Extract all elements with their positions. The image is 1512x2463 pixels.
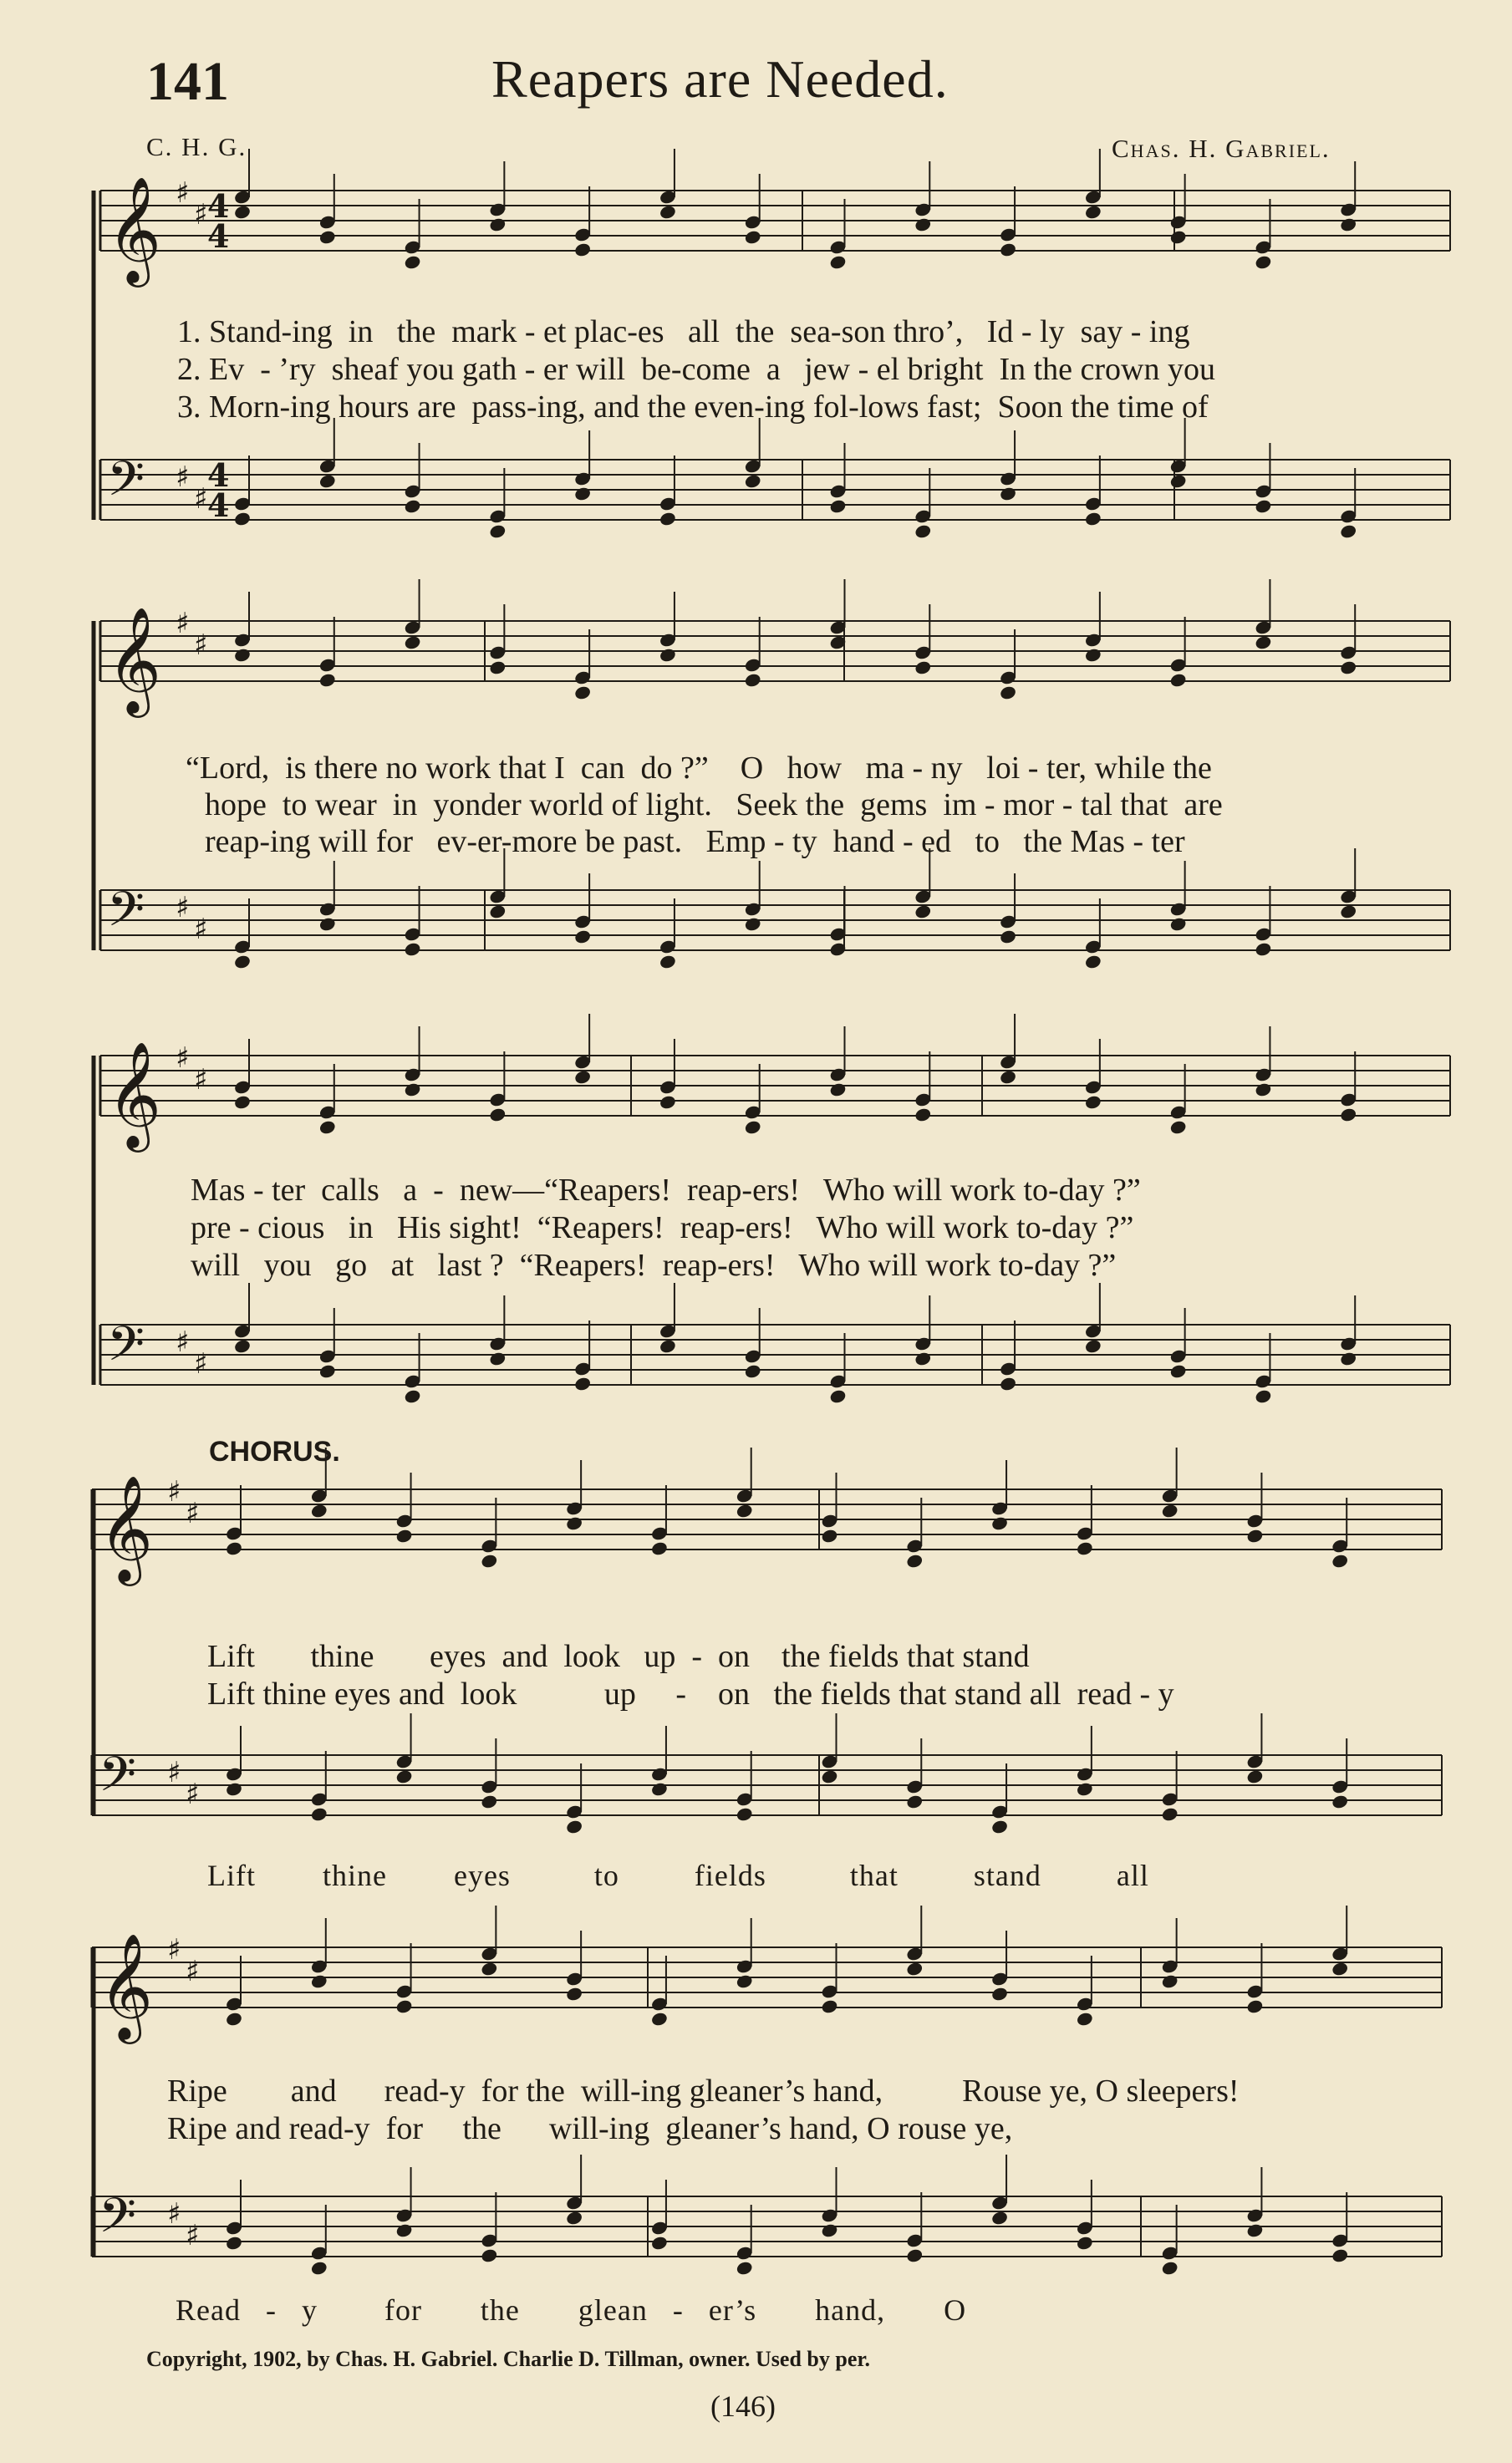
note-head bbox=[310, 1806, 328, 1822]
note-head bbox=[404, 1388, 422, 1404]
note-head bbox=[573, 486, 592, 501]
note-head bbox=[821, 2222, 839, 2238]
note-head bbox=[1255, 1081, 1273, 1097]
verse-3-line-1: 3. Morn-ing hours are pass-ing, and the even-ing fol-lows fast; Soon the time of bbox=[177, 389, 1209, 425]
note-head bbox=[404, 1081, 422, 1097]
note-head bbox=[233, 647, 252, 663]
note-head bbox=[318, 1119, 337, 1135]
bass-clef-icon: 𝄢 bbox=[99, 2187, 137, 2256]
note-head bbox=[659, 511, 677, 527]
note-head bbox=[905, 1794, 924, 1809]
note-head bbox=[481, 1961, 499, 1977]
note-head bbox=[659, 204, 677, 220]
note-head bbox=[829, 1388, 848, 1404]
note-head bbox=[659, 647, 677, 663]
note-head bbox=[1084, 1338, 1102, 1354]
note-head bbox=[573, 929, 592, 944]
note-head bbox=[310, 2260, 328, 2276]
verse-1-line-2: “Lord, is there no work that I can do ?” O how ma - ny loi - ter, while the bbox=[186, 751, 1212, 786]
note-head bbox=[1339, 216, 1357, 232]
note-head bbox=[999, 684, 1017, 700]
sharp-icon: ♯ bbox=[167, 2197, 181, 2231]
treble-clef-icon: 𝄞 bbox=[107, 176, 162, 282]
note-head bbox=[914, 1107, 932, 1122]
note-head bbox=[573, 242, 592, 257]
sharp-icon: ♯ bbox=[176, 461, 190, 494]
note-head bbox=[565, 2210, 583, 2226]
note-head bbox=[395, 1528, 414, 1544]
note-head bbox=[489, 523, 507, 539]
copyright-notice: Copyright, 1902, by Chas. H. Gabriel. Charlie D. Tillman, owner. Used by per. bbox=[146, 2347, 871, 2371]
svg-text:4: 4 bbox=[207, 187, 230, 225]
note-head bbox=[318, 1363, 337, 1379]
note-head bbox=[1076, 1540, 1094, 1556]
note-head bbox=[650, 1781, 669, 1797]
note-head bbox=[999, 929, 1017, 944]
note-head bbox=[659, 1094, 677, 1110]
note-head bbox=[318, 672, 337, 688]
note-head bbox=[914, 523, 932, 539]
note-head bbox=[659, 1338, 677, 1354]
hymn-number: 141 bbox=[146, 51, 229, 112]
sharp-icon: ♯ bbox=[176, 176, 190, 210]
sharp-icon: ♯ bbox=[194, 198, 208, 232]
sharp-icon: ♯ bbox=[176, 1041, 190, 1075]
note-head bbox=[489, 659, 507, 675]
note-head bbox=[395, 1768, 414, 1784]
note-head bbox=[565, 1819, 583, 1835]
note-head bbox=[1246, 1768, 1265, 1784]
note-head bbox=[489, 1107, 507, 1122]
note-head bbox=[1169, 1363, 1188, 1379]
note-head bbox=[1339, 1107, 1357, 1122]
treble-clef-icon: 𝄞 bbox=[107, 606, 162, 713]
chorus-bass-line-2: Read - y for the glean - er’s hand, O bbox=[176, 2293, 967, 2327]
note-head bbox=[310, 1973, 328, 1989]
note-head bbox=[1161, 1973, 1179, 1989]
note-head bbox=[1161, 1806, 1179, 1822]
note-head bbox=[225, 2011, 243, 2027]
hymn-title: Reapers are Needed. bbox=[491, 49, 949, 109]
note-head bbox=[573, 1069, 592, 1085]
bass-clef-icon: 𝄢 bbox=[107, 450, 145, 519]
note-head bbox=[990, 1986, 1009, 2002]
note-head bbox=[1339, 523, 1357, 539]
note-head bbox=[914, 659, 932, 675]
sharp-icon: ♯ bbox=[176, 607, 190, 640]
note-head bbox=[744, 229, 762, 245]
note-head bbox=[650, 2235, 669, 2251]
note-head bbox=[489, 903, 507, 919]
svg-text:4: 4 bbox=[207, 486, 230, 524]
sharp-icon: ♯ bbox=[194, 1063, 208, 1097]
sharp-icon: ♯ bbox=[167, 1756, 181, 1789]
note-head bbox=[829, 498, 848, 514]
note-head bbox=[225, 1540, 243, 1556]
svg-text:4: 4 bbox=[207, 456, 230, 494]
note-head bbox=[1169, 473, 1188, 489]
note-head bbox=[1084, 1094, 1102, 1110]
note-head bbox=[999, 1376, 1017, 1392]
note-head bbox=[573, 1376, 592, 1392]
sharp-icon: ♯ bbox=[194, 913, 208, 946]
note-head bbox=[481, 1794, 499, 1809]
note-head bbox=[395, 1998, 414, 2014]
note-head bbox=[744, 1119, 762, 1135]
treble-clef-icon: 𝄞 bbox=[107, 1041, 162, 1148]
note-head bbox=[1246, 1998, 1265, 2014]
sharp-icon: ♯ bbox=[186, 1778, 200, 1811]
note-head bbox=[744, 916, 762, 932]
bass-clef-icon: 𝄢 bbox=[107, 1315, 145, 1384]
chorus-bass-line-1: Lift thine eyes to fields that stand all bbox=[207, 1859, 1149, 1892]
bass-clef-icon: 𝄢 bbox=[107, 881, 145, 949]
note-head bbox=[565, 1515, 583, 1531]
music-credit: Chas. H. Gabriel. bbox=[1112, 134, 1331, 163]
note-head bbox=[1084, 647, 1102, 663]
note-head bbox=[829, 254, 848, 270]
note-head bbox=[914, 903, 932, 919]
note-head bbox=[1076, 2235, 1094, 2251]
note-head bbox=[233, 1338, 252, 1354]
verse-1-line-3: Mas - ter calls a - new—“Reapers! reap-ers! Who will work to-day ?” bbox=[191, 1173, 1141, 1208]
note-head bbox=[233, 204, 252, 220]
chorus-soprano-line-3: Ripe and read-y for the will-ing gleaner’s hand, Rouse ye, O sleepers! bbox=[167, 2074, 1240, 2109]
chorus-label: CHORUS. bbox=[209, 1436, 340, 1468]
verse-3-line-3: will you go at last ? “Reapers! reap-ers! Who will work to-day ?” bbox=[191, 1248, 1117, 1283]
note-head bbox=[1339, 659, 1357, 675]
note-head bbox=[821, 1768, 839, 1784]
note-head bbox=[1331, 1553, 1349, 1569]
note-head bbox=[1339, 1351, 1357, 1366]
verse-3-line-2: reap-ing will for ev-er-more be past. Emp - ty hand - ed to the Mas - ter bbox=[205, 824, 1185, 859]
note-head bbox=[1084, 204, 1102, 220]
note-head bbox=[914, 216, 932, 232]
note-head bbox=[481, 2247, 499, 2263]
note-head bbox=[489, 1351, 507, 1366]
note-head bbox=[1076, 2011, 1094, 2027]
note-head bbox=[1255, 941, 1273, 957]
note-head bbox=[1255, 634, 1273, 650]
bass-clef-icon: 𝄢 bbox=[99, 1746, 137, 1814]
note-head bbox=[744, 473, 762, 489]
note-head bbox=[1246, 2222, 1265, 2238]
note-head bbox=[1255, 1388, 1273, 1404]
note-head bbox=[1331, 1794, 1349, 1809]
note-head bbox=[565, 1986, 583, 2002]
note-head bbox=[225, 2235, 243, 2251]
note-head bbox=[404, 498, 422, 514]
note-head bbox=[744, 1363, 762, 1379]
note-head bbox=[1076, 1781, 1094, 1797]
chorus-soprano-line-2: Lift thine eyes and look up - on the fields that stand all read - y bbox=[207, 1677, 1174, 1712]
note-head bbox=[1331, 1961, 1349, 1977]
note-head bbox=[318, 229, 337, 245]
note-head bbox=[310, 1503, 328, 1519]
note-head bbox=[233, 954, 252, 969]
treble-clef-icon: 𝄞 bbox=[99, 1932, 154, 2039]
note-head bbox=[659, 954, 677, 969]
note-head bbox=[404, 254, 422, 270]
note-head bbox=[990, 1515, 1009, 1531]
verse-2-line-3: pre - cious in His sight! “Reapers! reap-ers! Who will work to-day ?” bbox=[191, 1210, 1134, 1245]
page-number: (146) bbox=[710, 2389, 776, 2423]
note-head bbox=[821, 1528, 839, 1544]
note-head bbox=[1161, 1503, 1179, 1519]
chorus-soprano-line-4: Ripe and read-y for the will-ing gleaner’s hand, O rouse ye, bbox=[167, 2111, 1013, 2146]
note-head bbox=[404, 941, 422, 957]
note-head bbox=[990, 1819, 1009, 1835]
note-head bbox=[736, 1973, 754, 1989]
note-head bbox=[1255, 498, 1273, 514]
note-head bbox=[999, 1069, 1017, 1085]
sharp-icon: ♯ bbox=[194, 628, 208, 662]
note-head bbox=[489, 216, 507, 232]
note-head bbox=[1084, 954, 1102, 969]
note-head bbox=[1331, 2247, 1349, 2263]
sharp-icon: ♯ bbox=[167, 1475, 181, 1509]
note-head bbox=[1169, 672, 1188, 688]
note-head bbox=[225, 1781, 243, 1797]
sharp-icon: ♯ bbox=[186, 1955, 200, 1988]
note-head bbox=[1169, 229, 1188, 245]
note-head bbox=[736, 1503, 754, 1519]
note-head bbox=[233, 1094, 252, 1110]
note-head bbox=[1084, 511, 1102, 527]
note-head bbox=[1255, 254, 1273, 270]
note-head bbox=[650, 2011, 669, 2027]
note-head bbox=[650, 1540, 669, 1556]
chorus-soprano-line-1: Lift thine eyes and look up - on the fields that stand bbox=[207, 1639, 1030, 1674]
note-head bbox=[1169, 1119, 1188, 1135]
treble-clef-icon: 𝄞 bbox=[99, 1474, 154, 1581]
note-head bbox=[318, 916, 337, 932]
sharp-icon: ♯ bbox=[186, 1497, 200, 1530]
note-head bbox=[905, 1553, 924, 1569]
sharp-icon: ♯ bbox=[176, 891, 190, 924]
note-head bbox=[573, 684, 592, 700]
note-head bbox=[736, 2260, 754, 2276]
note-head bbox=[905, 2247, 924, 2263]
note-head bbox=[990, 2210, 1009, 2226]
verse-1-line-1: 1. Stand-ing in the mark - et plac-es all the sea-son thro’, Id - ly say - ing bbox=[177, 314, 1190, 349]
note-head bbox=[999, 486, 1017, 501]
note-head bbox=[318, 473, 337, 489]
note-head bbox=[481, 1553, 499, 1569]
verse-2-line-2: hope to wear in yonder world of light. Seek the gems im - mor - tal that are bbox=[205, 787, 1223, 822]
note-head bbox=[395, 2222, 414, 2238]
sharp-icon: ♯ bbox=[176, 1326, 190, 1359]
verse-2-line-1: 2. Ev - ’ry sheaf you gath - er will be-come a jew - el bright In the crown you bbox=[177, 352, 1215, 387]
note-head bbox=[233, 511, 252, 527]
note-head bbox=[1161, 2260, 1179, 2276]
note-head bbox=[914, 1351, 932, 1366]
note-head bbox=[736, 1806, 754, 1822]
note-head bbox=[999, 242, 1017, 257]
sharp-icon: ♯ bbox=[194, 1347, 208, 1381]
note-head bbox=[1246, 1528, 1265, 1544]
sharp-icon: ♯ bbox=[194, 482, 208, 516]
note-head bbox=[905, 1961, 924, 1977]
note-head bbox=[1339, 903, 1357, 919]
svg-text:4: 4 bbox=[207, 217, 230, 255]
note-head bbox=[404, 634, 422, 650]
note-head bbox=[1169, 916, 1188, 932]
sharp-icon: ♯ bbox=[167, 1933, 181, 1967]
note-head bbox=[744, 672, 762, 688]
words-credit: C. H. G. bbox=[146, 132, 247, 161]
note-head bbox=[821, 1998, 839, 2014]
sharp-icon: ♯ bbox=[186, 2219, 200, 2252]
note-head bbox=[829, 1081, 848, 1097]
